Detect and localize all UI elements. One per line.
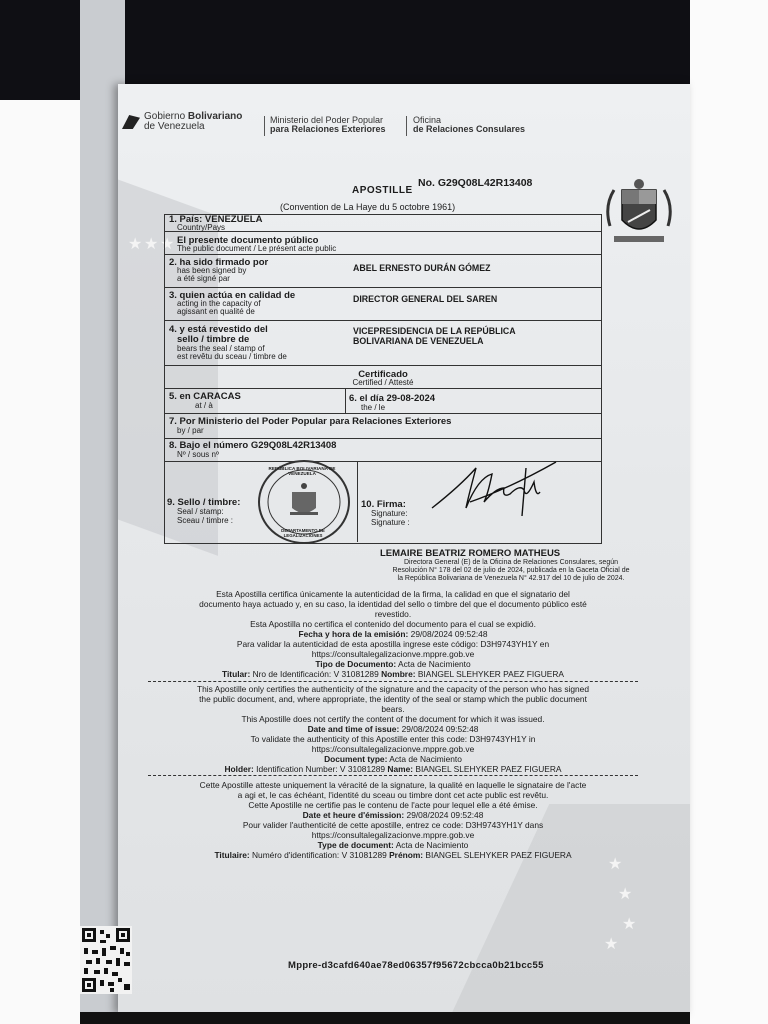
seal-of-sub2: est revêtu du sceau / timbre de — [177, 352, 287, 361]
office-line2: de Relaciones Consulares — [413, 124, 526, 134]
place-sub: at / à — [195, 401, 213, 410]
number-label: 8. Bajo el número G29Q08L42R13408 — [169, 440, 337, 451]
field-seal-of — [165, 321, 601, 366]
en-type-value: Acta de Nacimiento — [389, 754, 462, 764]
field-capacity — [165, 288, 601, 321]
es-date-value: 29/08/2024 09:52:48 — [410, 629, 488, 639]
qr-code-icon — [80, 926, 132, 994]
divider — [406, 116, 407, 136]
en-type-label: Document type: — [324, 754, 388, 764]
seal-label: 9. Sello / timbre: — [167, 497, 241, 508]
en-text-line3: bears. — [381, 704, 405, 714]
gov-line1: Gobierno — [144, 111, 186, 122]
seal-sub2: Sceau / timbre : — [177, 516, 234, 525]
signer-note-line3: la República Bolivariana de Venezuela N° 42.917 del 10 de julio de 2024. — [397, 575, 625, 582]
gov-bold: Bolivariano — [187, 111, 243, 122]
field-certified — [165, 366, 601, 389]
es-text-line2: documento haya actuado y, en su caso, la identidad del sello o timbre del que el documento público esté — [199, 599, 587, 609]
coat-of-arms-icon — [600, 176, 678, 254]
es-holder-label: Titular: — [222, 669, 251, 679]
ministry-line2: para Relaciones Exteriores — [270, 124, 386, 134]
es-text-line4: Esta Apostilla no certifica el contenido del documento para el cual se expidió. — [250, 619, 536, 629]
en-holder-name: BIANGEL SLEHYKER PAEZ FIGUERA — [415, 764, 562, 774]
government-name — [144, 112, 242, 132]
star-icon: ★ — [622, 916, 637, 933]
fr-holder-id: Numéro d'identification: V 31081289 — [252, 850, 387, 860]
capacity-sub1: acting in the capacity of — [177, 299, 261, 308]
star-icon: ★ — [608, 856, 623, 873]
certified-label: Certificado — [358, 369, 408, 380]
field-place-date — [165, 389, 601, 414]
capacity-sub2: agissant en qualité de — [177, 307, 255, 316]
field-public-document — [165, 232, 601, 255]
en-holder-label: Holder: — [224, 764, 254, 774]
es-validate-text: Para validar la autenticidad de esta apostilla ingrese este código: D3H9743YH1Y en — [236, 639, 550, 649]
fr-text-line3: Cette Apostille ne certifie pas le contenu de l'acte pour lequel elle a été émise. — [248, 800, 538, 810]
capacity-value: DIRECTOR GENERAL DEL SAREN — [353, 294, 498, 304]
field-by-ministry — [165, 414, 601, 439]
background-right — [690, 0, 768, 1024]
place-label: 5. en CARACAS — [169, 391, 241, 402]
en-date-label: Date and time of issue: — [307, 724, 400, 734]
apostille-document — [118, 84, 690, 1014]
divider — [345, 389, 346, 413]
handwritten-signature — [430, 458, 560, 528]
fr-holder-name: BIANGEL SLEHYKER PAEZ FIGUERA — [425, 850, 572, 860]
signature-sub2: Signature : — [371, 518, 410, 527]
en-validate-text: To validate the authenticity of this Apostille enter this code: D3H9743YH1Y in — [250, 734, 536, 744]
letterhead — [118, 112, 690, 142]
es-holder-name: BIANGEL SLEHYKER PAEZ FIGUERA — [417, 669, 564, 679]
seal-of-value1: VICEPRESIDENCIA DE LA REPÚBLICA — [353, 326, 516, 336]
by-ministry-sub: by / par — [177, 426, 204, 435]
divider — [357, 462, 358, 542]
star-icon: ★ — [160, 236, 175, 253]
star-icon: ★ — [604, 936, 619, 953]
country-label: 1. País: VENEZUELA — [169, 214, 263, 225]
dashed-divider — [148, 681, 638, 682]
seal-of-value2: BOLIVARIANA DE VENEZUELA — [353, 336, 484, 346]
es-type-value: Acta de Nacimiento — [398, 659, 471, 669]
apostille-number: No. G29Q08L42R13408 — [418, 177, 533, 189]
english-block — [148, 684, 638, 774]
fr-validate-text: Pour valider l'authenticité de cette apostille, entrez ce code: D3H9743YH1Y dans — [242, 820, 544, 830]
es-holder-name-label: Nombre: — [381, 669, 416, 679]
gov-line2: de Venezuela — [144, 121, 205, 132]
seal-of-label2: sello / timbre de — [177, 334, 250, 345]
fr-text-line1: Cette Apostille atteste uniquement la véracité de la signature, la qualité en laquelle le signataire de l'acte — [199, 780, 587, 790]
background-left — [0, 100, 90, 1024]
en-text-line4: This Apostille does not certify the content of the document for which it was issued. — [241, 714, 545, 724]
country-sub: Country/Pays — [177, 223, 226, 232]
fr-text-line2: a agi et, le cas échéant, l'identité du sceau ou timbre dont cet acte public est revêtu. — [237, 790, 549, 800]
star-icon: ★ — [128, 236, 143, 253]
seal-of-label1: 4. y está revestido del — [169, 324, 268, 335]
seal-sub1: Seal / stamp: — [177, 507, 224, 516]
date-label: 6. el día 29-08-2024 — [349, 393, 436, 404]
fr-type-value: Acta de Nacimiento — [395, 840, 469, 850]
es-text-line3: revestido. — [374, 609, 412, 619]
office-line1: Oficina — [413, 115, 442, 125]
spanish-block — [148, 589, 638, 679]
field-country — [165, 215, 601, 232]
signer-note — [366, 559, 656, 583]
en-holder-id: Identification Number: V 31081289 — [256, 764, 386, 774]
signed-by-sub2: a été signé par — [177, 274, 230, 283]
date-sub: the / le — [361, 403, 386, 412]
signed-by-label: 2. ha sido firmado por — [169, 257, 269, 268]
signature-label: 10. Firma: — [361, 499, 406, 510]
apostille-title: APOSTILLE — [352, 185, 413, 196]
field-signed-by — [165, 255, 601, 288]
en-date-value: 29/08/2024 09:52:48 — [401, 724, 479, 734]
divider — [264, 116, 265, 136]
seal-text-bottom: DEPARTAMENTO DE LEGALIZACIONES — [281, 528, 325, 538]
es-text-line1: Esta Apostilla certifica únicamente la autenticidad de la firma, la calidad en que el signatario del — [216, 589, 570, 599]
public-document-sub: The public document / Le présent acte public — [177, 244, 337, 253]
fr-holder-name-label: Prénom: — [389, 850, 424, 860]
signed-by-sub1: has been signed by — [177, 266, 247, 275]
ministry-line1: Ministerio del Poder Popular — [270, 115, 384, 125]
certified-sub: Certified / Attesté — [352, 378, 414, 387]
seal-text-top: REPÚBLICA BOLIVARIANA DE VENEZUELA — [268, 466, 336, 476]
french-block — [148, 780, 638, 860]
fr-url: https://consultalegalizacionve.mppre.gob.ve — [311, 830, 475, 840]
background-bottom — [80, 1012, 690, 1024]
es-date-label: Fecha y hora de la emisión: — [298, 629, 409, 639]
public-document-label: El presente documento público — [177, 235, 319, 246]
fr-date-label: Date et heure d'émission: — [302, 810, 405, 820]
es-url: https://consultalegalizacionve.mppre.gob.ve — [311, 649, 475, 659]
number-sub: Nº / sous nº — [177, 450, 219, 459]
hague-convention: (Convention de La Haye du 5 octobre 1961) — [280, 202, 456, 212]
signature-sub1: Signature: — [371, 509, 408, 518]
verification-hash: Mppre-d3cafd640ae78ed06357f95672cbcca0b21bcc55 — [288, 960, 544, 971]
signer-name: LEMAIRE BEATRIZ ROMERO MATHEUS — [380, 548, 561, 559]
seal-of-sub1: bears the seal / stamp of — [177, 344, 265, 353]
fr-date-value: 29/08/2024 09:52:48 — [406, 810, 484, 820]
star-icon: ★ — [144, 236, 159, 253]
signed-by-value: ABEL ERNESTO DURÁN GÓMEZ — [353, 263, 491, 273]
en-text-line2: the public document, and, where appropriate, the identity of the seal or stamp which the public document — [199, 694, 587, 704]
signer-note-line2: Resolución N° 178 del 02 de julio de 2024, publicada en la Gaceta Oficial de — [392, 567, 630, 574]
ministry-name — [270, 116, 386, 134]
office-name — [413, 116, 525, 134]
fr-type-label: Type de document: — [317, 840, 394, 850]
signer-note-line1: Directora General (E) de la Oficina de Relaciones Consulares, según — [404, 559, 618, 566]
en-holder-name-label: Name: — [387, 764, 414, 774]
fr-holder-label: Titulaire: — [214, 850, 250, 860]
capacity-label: 3. quien actúa en calidad de — [169, 290, 296, 301]
en-text-line1: This Apostille only certifies the authenticity of the signature and the capacity of the person who has signed — [197, 684, 589, 694]
star-icon: ★ — [618, 886, 633, 903]
government-logo-icon — [122, 115, 140, 129]
es-holder-id: Nro de Identificación: V 31081289 — [252, 669, 379, 679]
dashed-divider — [148, 775, 638, 776]
by-ministry-label: 7. Por Ministerio del Poder Popular para Relaciones Exteriores — [169, 416, 452, 427]
es-type-label: Tipo de Documento: — [315, 659, 397, 669]
en-url: https://consultalegalizacionve.mppre.gob.ve — [311, 744, 475, 754]
